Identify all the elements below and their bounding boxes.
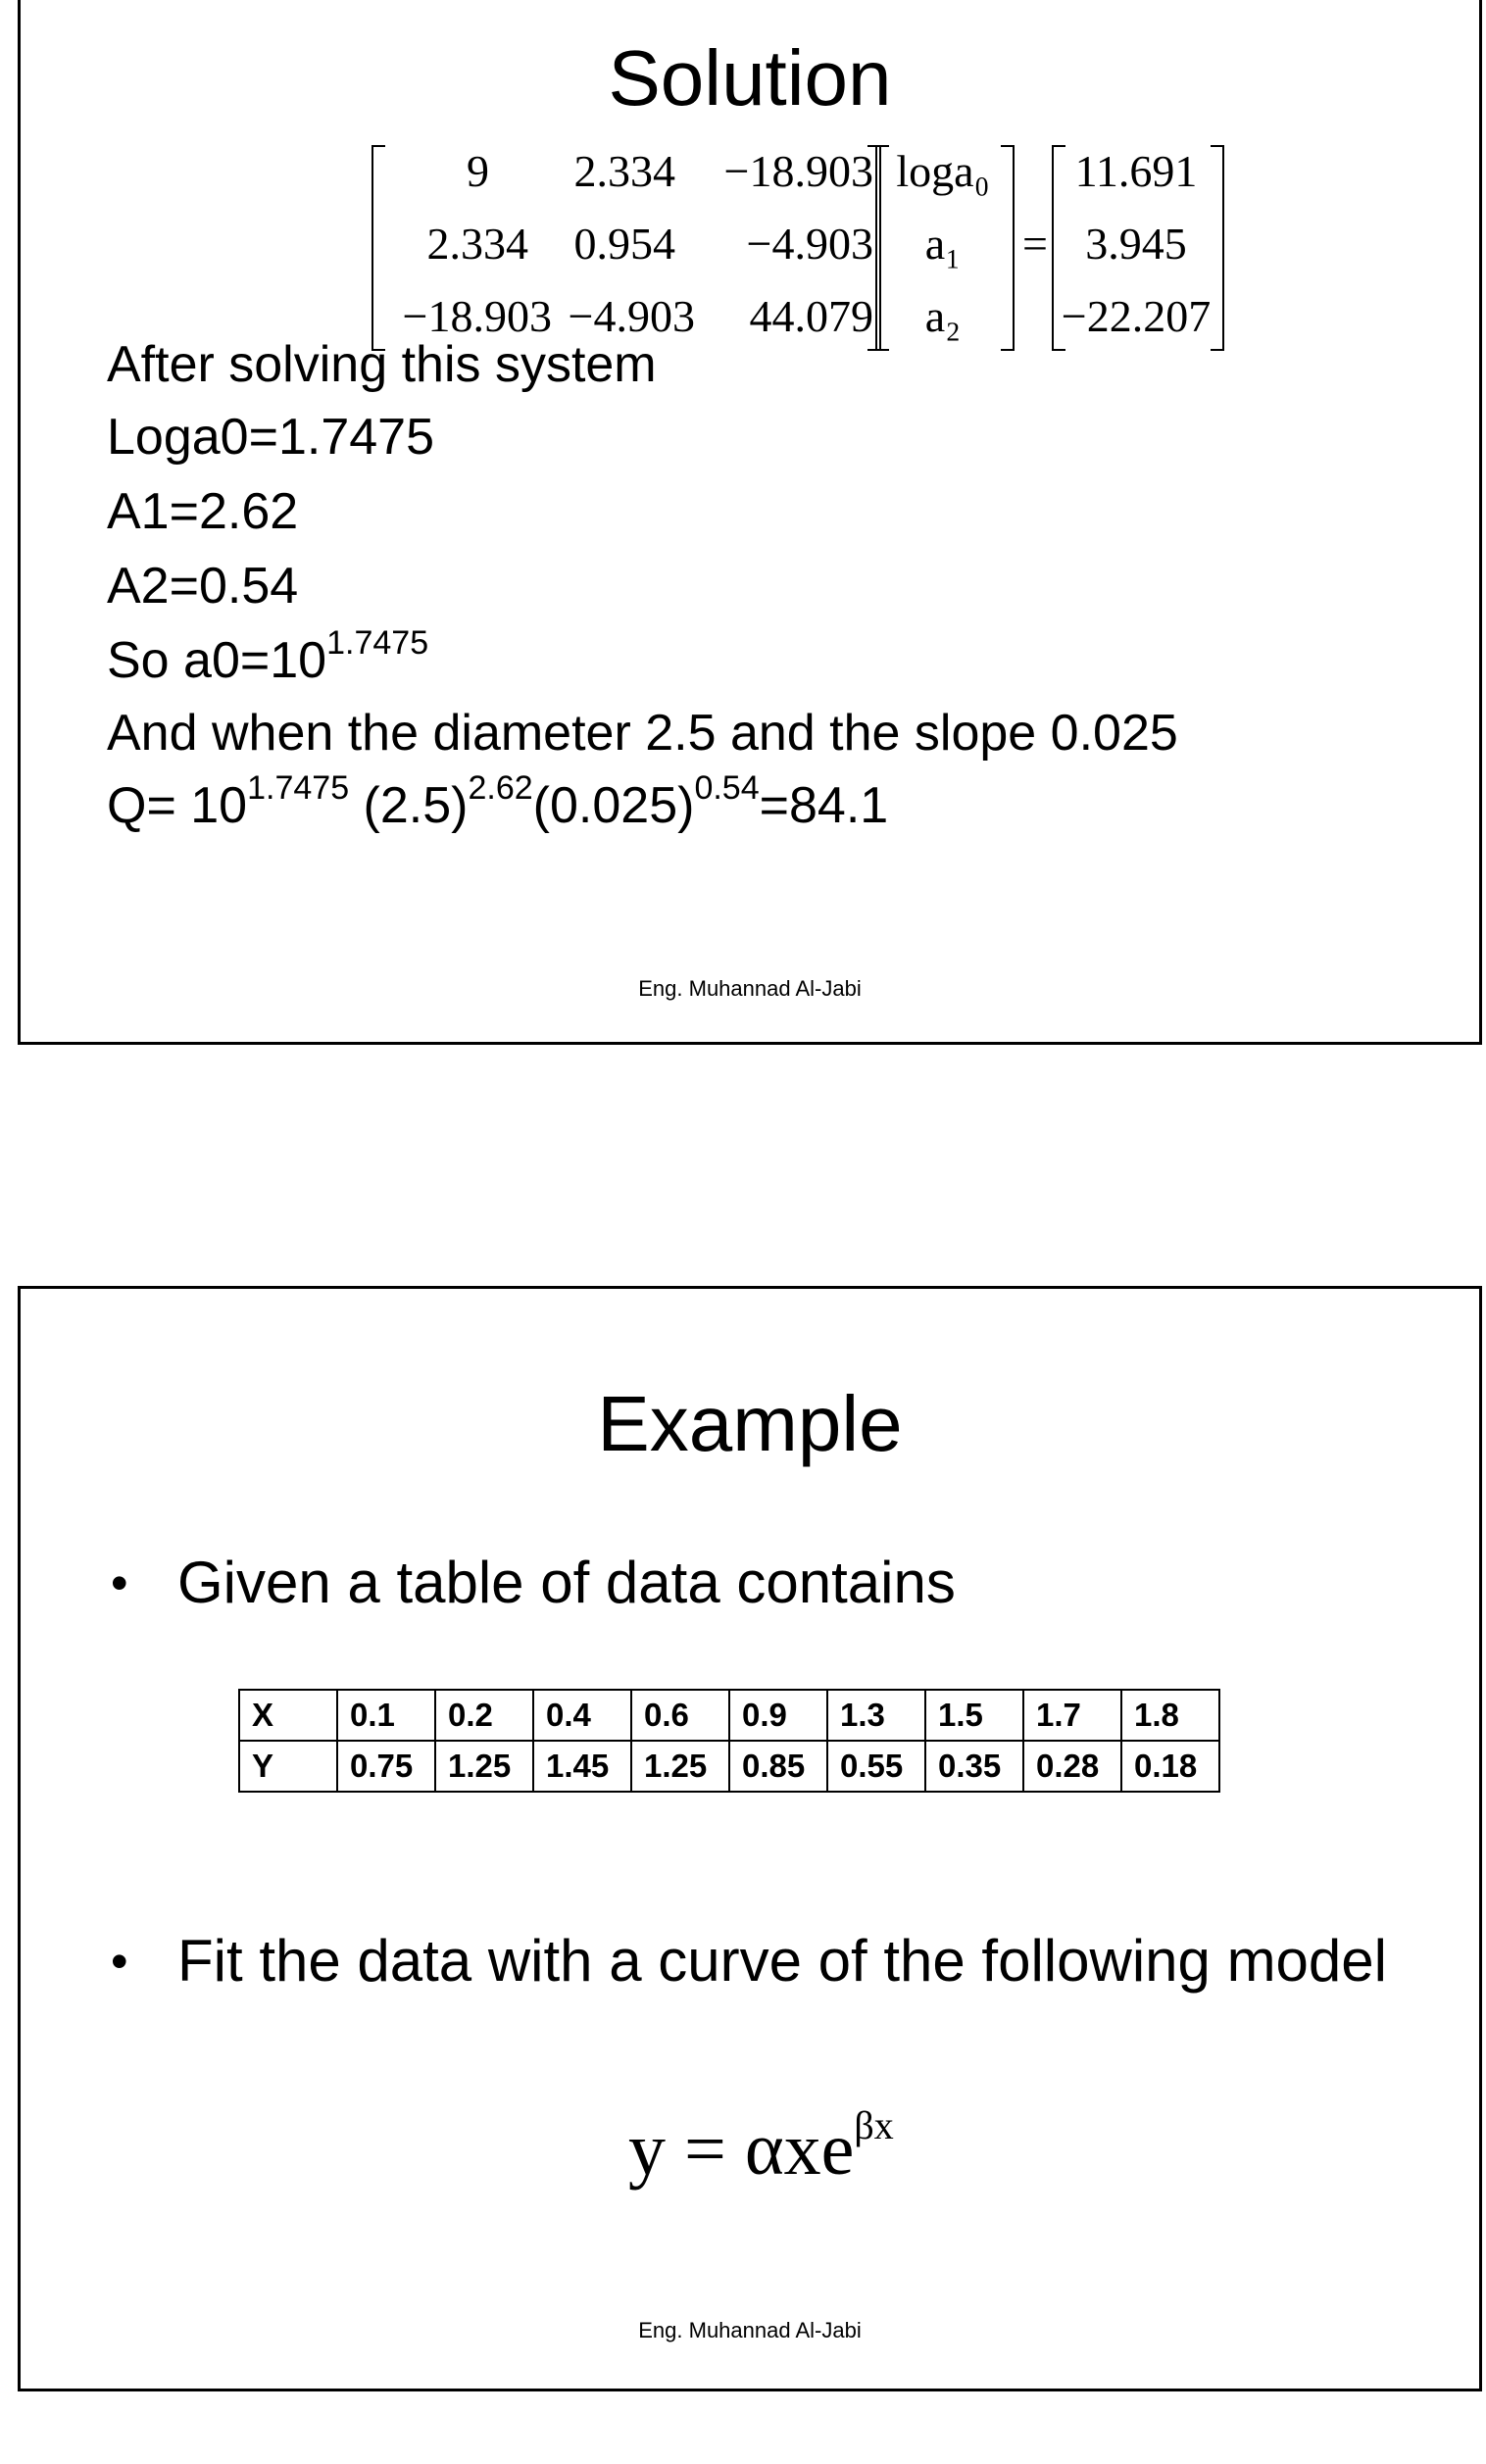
formula-exponent: βx (854, 2103, 894, 2147)
unknown-loga0: loga₀ (896, 146, 990, 196)
slide-footer: Eng. Muhannad Al-Jabi (638, 2318, 862, 2342)
slide-title: Example (597, 1380, 903, 1467)
unknown-vector (875, 145, 1015, 351)
table-cell: 0.9 (729, 1690, 827, 1741)
rhs-cell: 11.691 (1074, 146, 1198, 196)
row-header-x: X (239, 1690, 337, 1741)
table-cell: 0.2 (435, 1690, 533, 1741)
slide-example (18, 1286, 1482, 2391)
text-a2: A2=0.54 (107, 558, 299, 615)
slide-title: Solution (608, 34, 892, 122)
right-bracket (1001, 145, 1015, 351)
bullet-dot: • (111, 1555, 128, 1610)
bullet-text: Given a table of data contains (177, 1550, 956, 1615)
model-formula (628, 2103, 894, 2191)
table-cell: 1.8 (1121, 1690, 1219, 1741)
table-cell: 1.25 (435, 1741, 533, 1792)
text-a0-value (107, 624, 429, 689)
q-prefix: Q= 10 (107, 777, 248, 834)
q-exp-2: 2.62 (468, 769, 533, 808)
q-term-2: (0.025) (532, 777, 695, 834)
matrix-cell: −4.903 (568, 291, 695, 341)
text-q-equation (107, 769, 889, 834)
text-a1: A1=2.62 (107, 483, 299, 540)
text-after-solving: After solving this system (107, 336, 657, 393)
q-exp-3: 0.54 (694, 769, 760, 808)
table-cell: 0.75 (337, 1741, 435, 1792)
row-header-y: Y (239, 1741, 337, 1792)
rhs-cell: −22.207 (1061, 291, 1212, 341)
table-cell: 1.5 (925, 1690, 1023, 1741)
matrix-cell: 2.334 (573, 146, 675, 196)
table-cell: 1.45 (533, 1741, 631, 1792)
a0-exponent: 1.7475 (326, 624, 429, 663)
q-result: =84.1 (759, 777, 889, 834)
matrix-cell: 9 (467, 146, 489, 196)
matrix-cell: 2.334 (426, 219, 528, 269)
a0-base: So a0=10 (107, 632, 327, 689)
matrix-cell: 0.954 (573, 219, 675, 269)
bullet-dot: • (111, 1934, 128, 1989)
table-cell: 1.3 (827, 1690, 925, 1741)
text-loga0: Loga0=1.7475 (107, 409, 435, 466)
table-cell: 1.25 (631, 1741, 729, 1792)
table-cell: 0.6 (631, 1690, 729, 1741)
table-cell: 0.1 (337, 1690, 435, 1741)
table-row-y (239, 1741, 1219, 1792)
data-table (238, 1689, 1220, 1793)
rhs-cell: 3.945 (1085, 219, 1187, 269)
matrix-cell: 44.079 (749, 291, 873, 341)
rhs-vector (1052, 145, 1224, 351)
table-cell: 0.55 (827, 1741, 925, 1792)
table-cell: 0.4 (533, 1690, 631, 1741)
unknown-a1: a₁ (924, 219, 962, 269)
left-bracket (875, 145, 889, 351)
coefficient-matrix (372, 145, 881, 351)
table-cell: 0.35 (925, 1741, 1023, 1792)
q-exp-1: 1.7475 (247, 769, 350, 808)
bullet-text: Fit the data with a curve of the following model (177, 1928, 1387, 1994)
table-cell: 1.7 (1023, 1690, 1121, 1741)
matrix-cell: −4.903 (746, 219, 873, 269)
text-diameter-slope: And when the diameter 2.5 and the slope 0.025 (107, 705, 1178, 762)
unknown-a2: a₂ (924, 291, 962, 341)
table-row-x (239, 1690, 1219, 1741)
matrix-cell: −18.903 (723, 146, 873, 196)
slide-solution (18, 0, 1482, 1045)
table-cell: 0.85 (729, 1741, 827, 1792)
equals-sign: = (1022, 219, 1048, 269)
right-bracket (1211, 145, 1224, 351)
q-term-1: (2.5) (349, 777, 469, 834)
formula-body: y = αxe (628, 2108, 855, 2191)
slide-footer: Eng. Muhannad Al-Jabi (638, 976, 862, 1001)
matrix-cell: −18.903 (402, 291, 552, 341)
table-cell: 0.18 (1121, 1741, 1219, 1792)
table-cell: 0.28 (1023, 1741, 1121, 1792)
